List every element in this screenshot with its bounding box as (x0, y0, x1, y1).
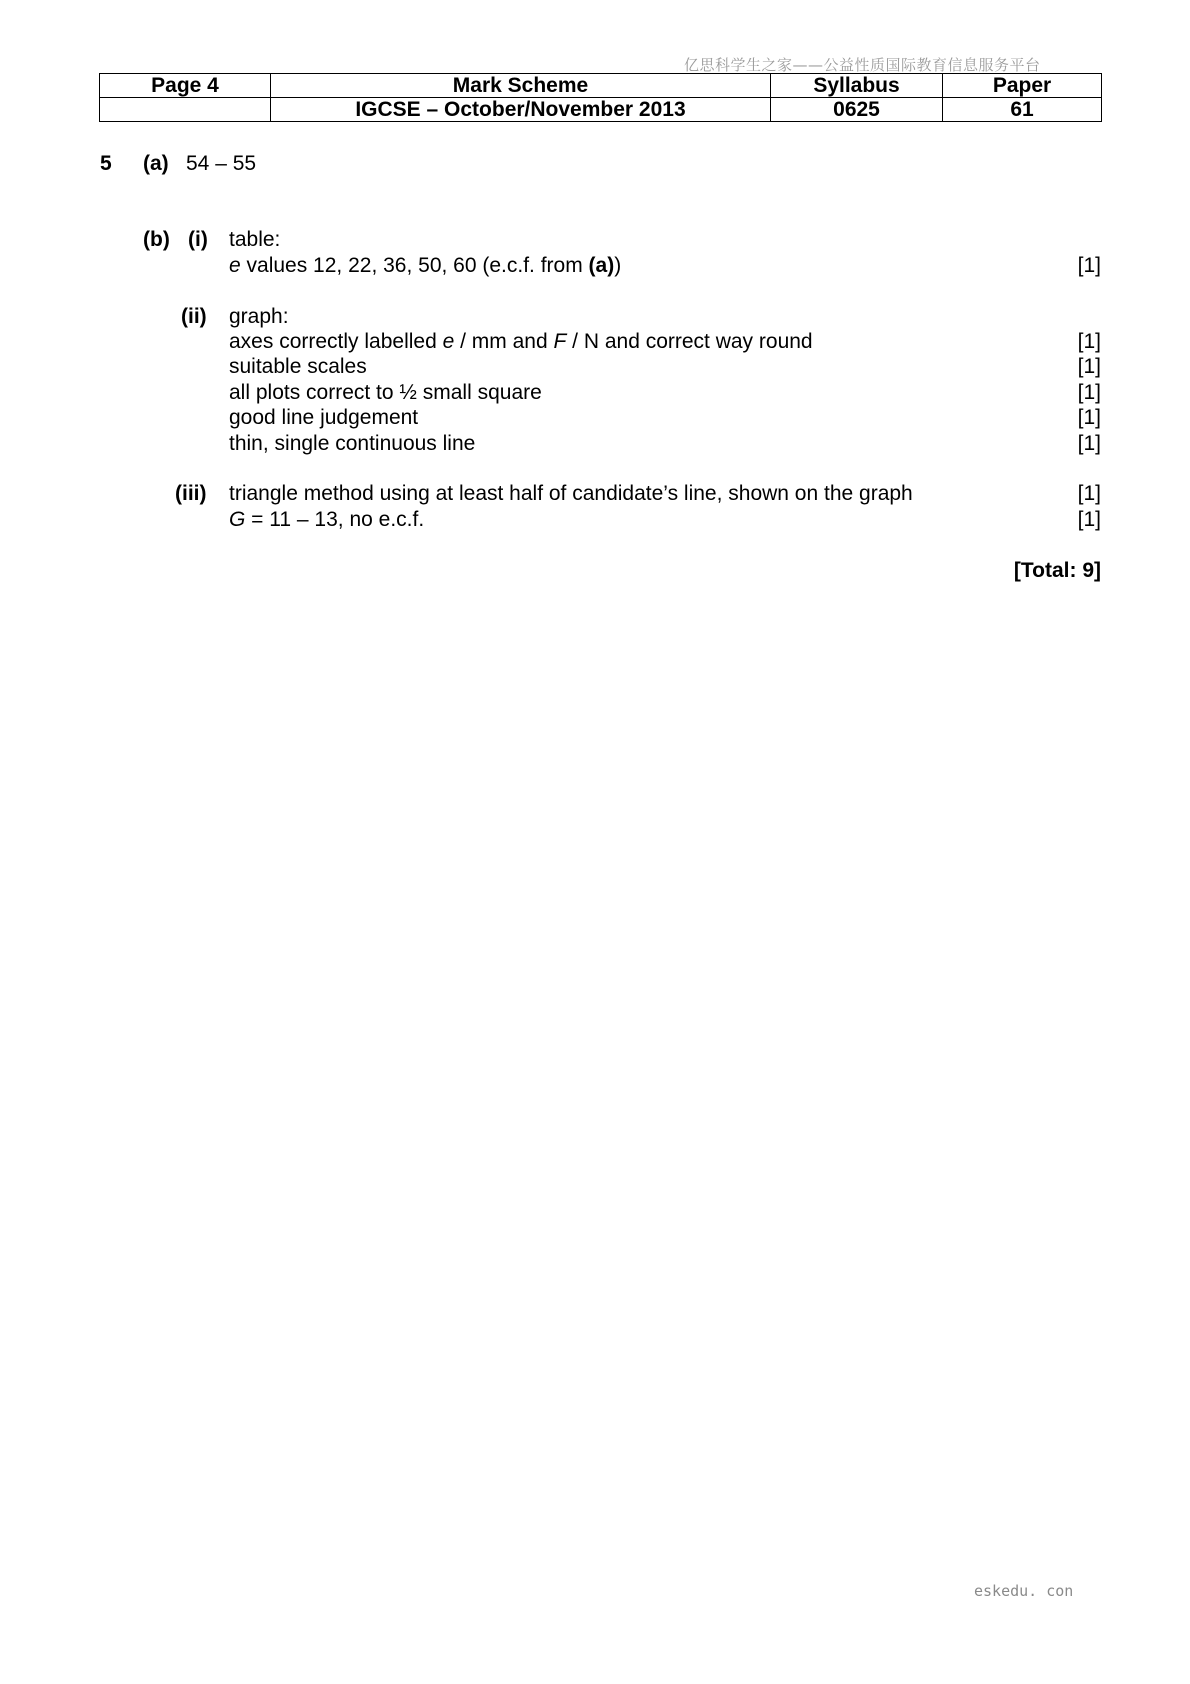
mark: [1] (1077, 355, 1101, 378)
criterion-text: / mm and (454, 330, 554, 353)
mark: [1] (1077, 254, 1101, 277)
criterion-item: good line judgement (229, 406, 419, 429)
header-page: Page 4 (100, 74, 271, 98)
part-b-i-label: (i) (188, 228, 208, 251)
part-a-label: (a) (143, 152, 169, 175)
part-b-ii-label: (ii) (181, 305, 207, 328)
mark: [1] (1077, 432, 1101, 455)
header-syllabus-code: 0625 (771, 98, 943, 122)
mark: [1] (1077, 330, 1101, 353)
mark: [1] (1077, 406, 1101, 429)
total-marks: [Total: 9] (1013, 559, 1101, 582)
watermark-bottom: eskedu. con (974, 1582, 1074, 1600)
part-b-i-answer (229, 253, 621, 278)
criterion-text: / N and correct way round (566, 330, 813, 353)
criterion-item: thin, single continuous line (229, 432, 476, 455)
header-exam-session: IGCSE – October/November 2013 (271, 98, 771, 122)
header-doc-title: Mark Scheme (271, 74, 771, 98)
part-a-answer: 54 – 55 (186, 152, 257, 175)
question-number: 5 (100, 152, 112, 175)
header-paper-label: Paper (943, 74, 1102, 98)
part-b-ii-heading: graph: (229, 305, 289, 328)
mark: [1] (1077, 482, 1101, 505)
symbol-G: G (229, 508, 246, 531)
mark: [1] (1077, 381, 1101, 404)
criterion-item: suitable scales (229, 355, 367, 378)
header-table (99, 73, 1102, 122)
header-empty-cell (100, 98, 271, 122)
header-row (100, 98, 1102, 122)
criterion-axes (229, 329, 813, 354)
header-syllabus-label: Syllabus (771, 74, 943, 98)
criterion-triangle: triangle method using at least half of candidate’s line, shown on the graph (229, 482, 913, 505)
header-paper-number: 61 (943, 98, 1102, 122)
watermark-top: 亿思科学生之家——公益性质国际教育信息服务平台 (684, 56, 1041, 74)
answer-text: values 12, 22, 36, 50, 60 (e.c.f. from (240, 254, 589, 277)
part-b-i-heading: table: (229, 228, 281, 251)
criterion-gradient (229, 507, 424, 532)
criterion-item: all plots correct to ½ small square (229, 381, 542, 404)
symbol-F: F (553, 330, 567, 353)
header-row (100, 74, 1102, 98)
symbol-e: e (229, 254, 241, 277)
criterion-text: = 11 – 13, no e.c.f. (245, 508, 425, 531)
answer-close: ) (614, 254, 622, 277)
ref-a: (a) (588, 254, 615, 277)
part-b-iii-label: (iii) (175, 482, 207, 505)
part-b-label: (b) (143, 228, 170, 251)
criterion-text: axes correctly labelled (229, 330, 443, 353)
symbol-e: e (442, 330, 455, 353)
mark: [1] (1077, 508, 1101, 531)
